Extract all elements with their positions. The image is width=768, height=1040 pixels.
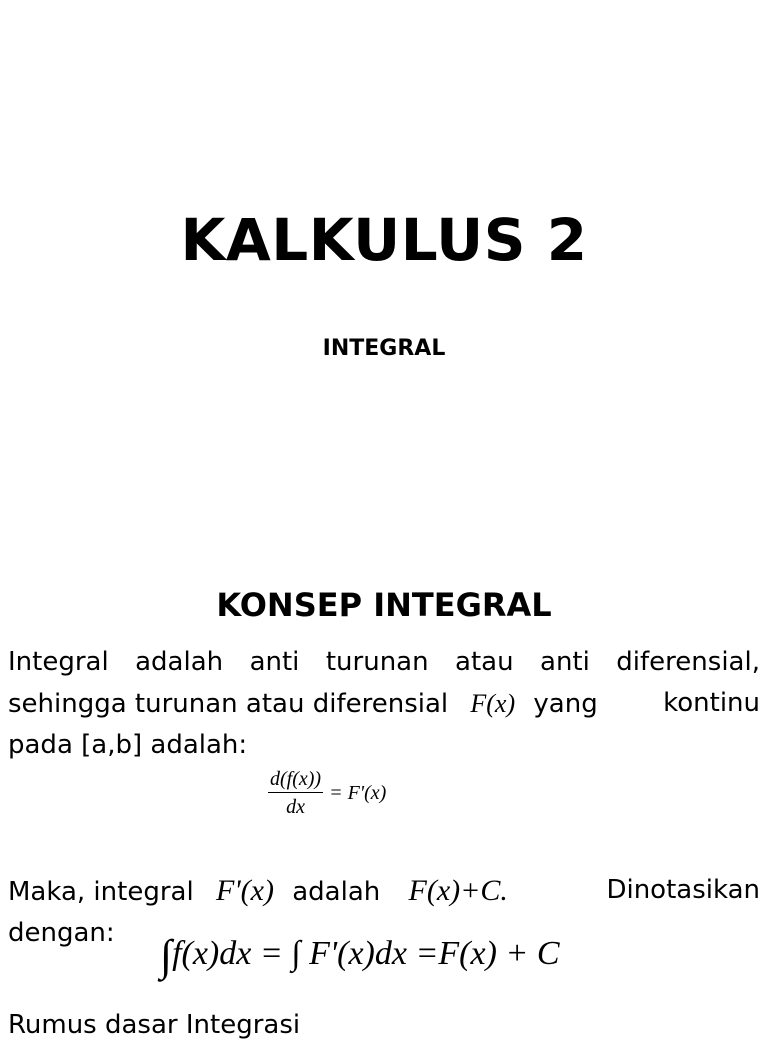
fraction-numerator: d(f(x)) [268, 766, 323, 793]
word: anti [249, 647, 300, 677]
word: turunan [325, 647, 429, 677]
paragraph-line-1 [8, 642, 760, 683]
integral-expression: f(x)dx = ∫ F'(x)dx =F(x) + C [172, 935, 560, 972]
math-fprime: F'(x) [215, 874, 274, 907]
paragraph-line-3: pada [a,b] adalah: [8, 730, 248, 760]
definition-paragraph [8, 642, 760, 766]
fraction-rhs: = F'(x) [329, 782, 387, 804]
fraction-denominator: dx [286, 796, 305, 818]
word: anti [540, 647, 590, 677]
text-segment: Dinotasikan [606, 875, 760, 905]
derivative-equation [268, 766, 386, 821]
text-segment: sehingga turunan atau diferensial [8, 689, 449, 719]
paragraph-line-maka [8, 870, 760, 913]
page-subtitle: INTEGRAL [322, 336, 446, 361]
paragraph-line-2 [8, 683, 760, 725]
word: atau [455, 647, 514, 677]
text-segment: yang [533, 689, 598, 719]
slide-konsep-integral [0, 580, 768, 1040]
integral-equation [160, 930, 560, 981]
section-heading: KONSEP INTEGRAL [216, 586, 552, 624]
integral-sign: ∫ [160, 931, 173, 980]
text-segment: adalah [292, 877, 381, 907]
math-fx-plus-c: F(x)+C. [408, 874, 508, 907]
paragraph-line-dengan: dengan: [8, 918, 115, 948]
word: adalah [135, 647, 224, 677]
word: Integral [8, 647, 109, 677]
word: diferensial, [616, 647, 760, 677]
next-heading-cutoff: Rumus dasar Integrasi [8, 1010, 301, 1040]
fraction [268, 766, 323, 821]
math-fx: F(x) [470, 689, 516, 718]
text-segment: kontinu [663, 688, 760, 718]
page-title: KALKULUS 2 [180, 206, 588, 274]
text-segment: Maka, integral [8, 877, 194, 907]
